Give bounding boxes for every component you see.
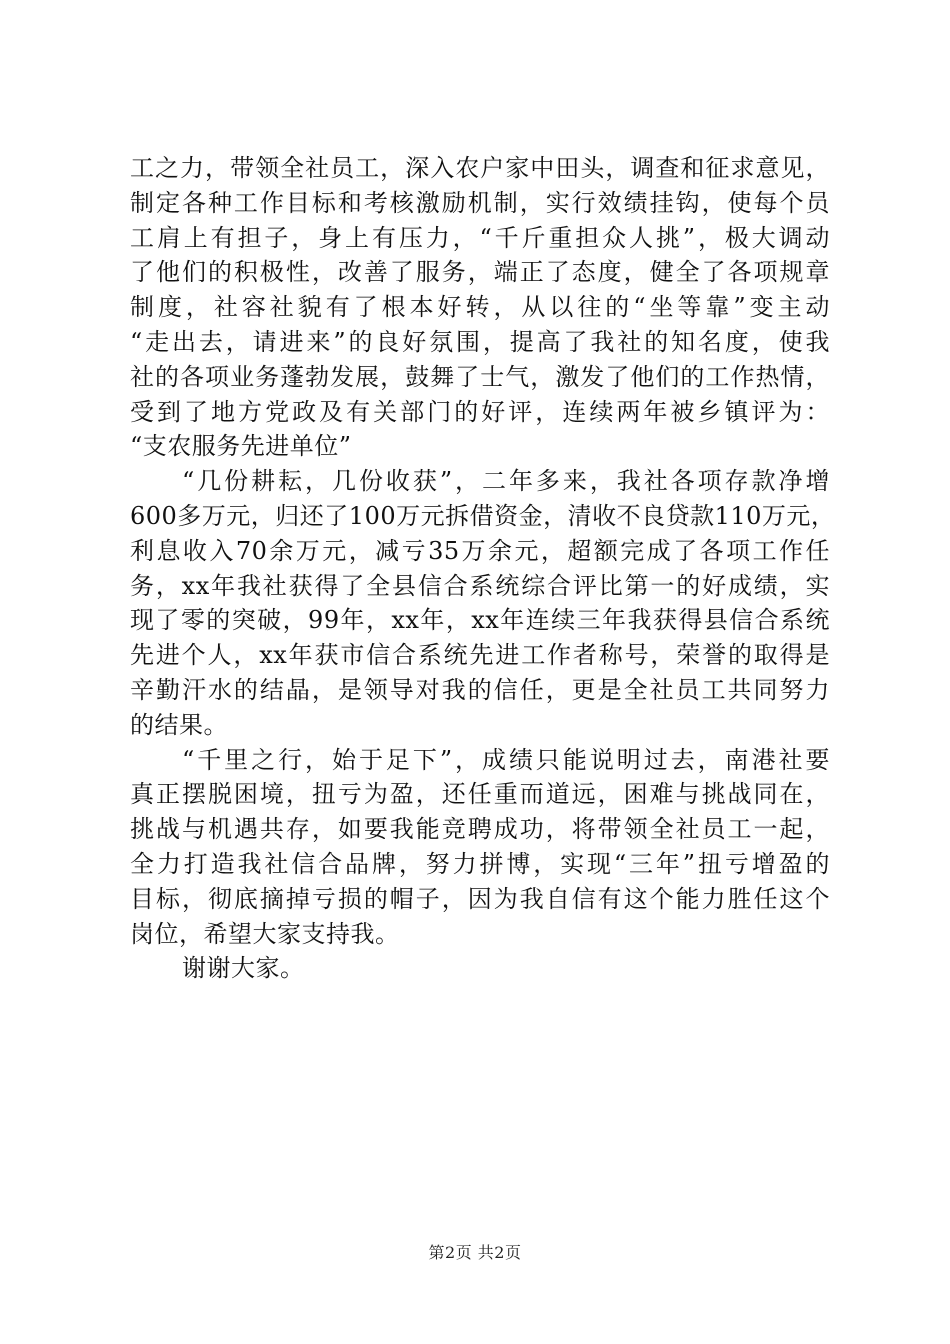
paragraph-1	[130, 151, 830, 464]
page-number-footer: 第2页 共2页	[428, 1243, 522, 1262]
paragraph-line: 工肩上有担子，身上有压力，“千斤重担众人挑”，极大调动	[130, 223, 830, 252]
paragraph-line: 目标，彻底摘掉亏损的帽子，因为我自信有这个能力胜任这个	[130, 884, 830, 913]
paragraph-line: “千里之行，始于足下”，成绩只能说明过去，南港社要	[182, 745, 830, 774]
paragraph-4	[130, 951, 830, 986]
paragraph-line: 600多万元，归还了100万元拆借资金，清收不良贷款110万元，	[130, 501, 836, 530]
paragraph-line: 利息收入70余万元，减亏35万余元，超额完成了各项工作任	[130, 536, 830, 565]
paragraph-line: 先进个人，xx年获市信合系统先进工作者称号，荣誉的取得是	[130, 641, 830, 670]
paragraph-line: 社的各项业务蓬勃发展，鼓舞了士气，激发了他们的工作热情，	[130, 362, 830, 391]
paragraph-line: 挑战与机遇共存，如要我能竞聘成功，将带领全社员工一起，	[130, 815, 830, 844]
paragraph-line: 真正摆脱困境，扭亏为盈，还任重而道远，困难与挑战同在，	[130, 780, 830, 809]
paragraph-3	[130, 743, 830, 952]
paragraph-2	[130, 464, 836, 742]
paragraph-line: 制定各种工作目标和考核激励机制，实行效绩挂钩，使每个员	[130, 188, 830, 217]
paragraph-line: 受到了地方党政及有关部门的好评，连续两年被乡镇评为：	[130, 397, 830, 426]
paragraph-line: “几份耕耘，几份收获”，二年多来，我社各项存款净增	[182, 467, 830, 496]
paragraph-line: 工之力，带领全社员工，深入农户家中田头，调查和征求意见，	[130, 154, 830, 182]
paragraph-line: 全力打造我社信合品牌，努力拼博，实现“三年”扭亏增盈的	[130, 849, 830, 878]
paragraph-line: 现了零的突破，99年，xx年，xx年连续三年我获得县信合系统	[130, 606, 830, 635]
paragraph-line: “走出去，请进来”的良好氛围，提高了我社的知名度，使我	[130, 327, 830, 356]
paragraph-line: 岗位，希望大家支持我。	[130, 919, 400, 948]
paragraph-line: 辛勤汗水的结晶，是领导对我的信任，更是全社员工共同努力	[130, 675, 830, 704]
paragraph-line: 谢谢大家。	[182, 954, 305, 983]
paragraph-line: 了他们的积极性，改善了服务，端正了态度，健全了各项规章	[130, 258, 830, 287]
paragraph-line: 务，xx年我社获得了全县信合系统综合评比第一的好成绩，实	[130, 571, 830, 600]
paragraph-line: 制度，社容社貌有了根本好转，从以往的“坐等靠”变主动	[130, 293, 830, 322]
document-body	[130, 151, 836, 986]
paragraph-line: 的结果。	[130, 710, 228, 739]
paragraph-line: “支农服务先进单位”	[130, 432, 352, 461]
